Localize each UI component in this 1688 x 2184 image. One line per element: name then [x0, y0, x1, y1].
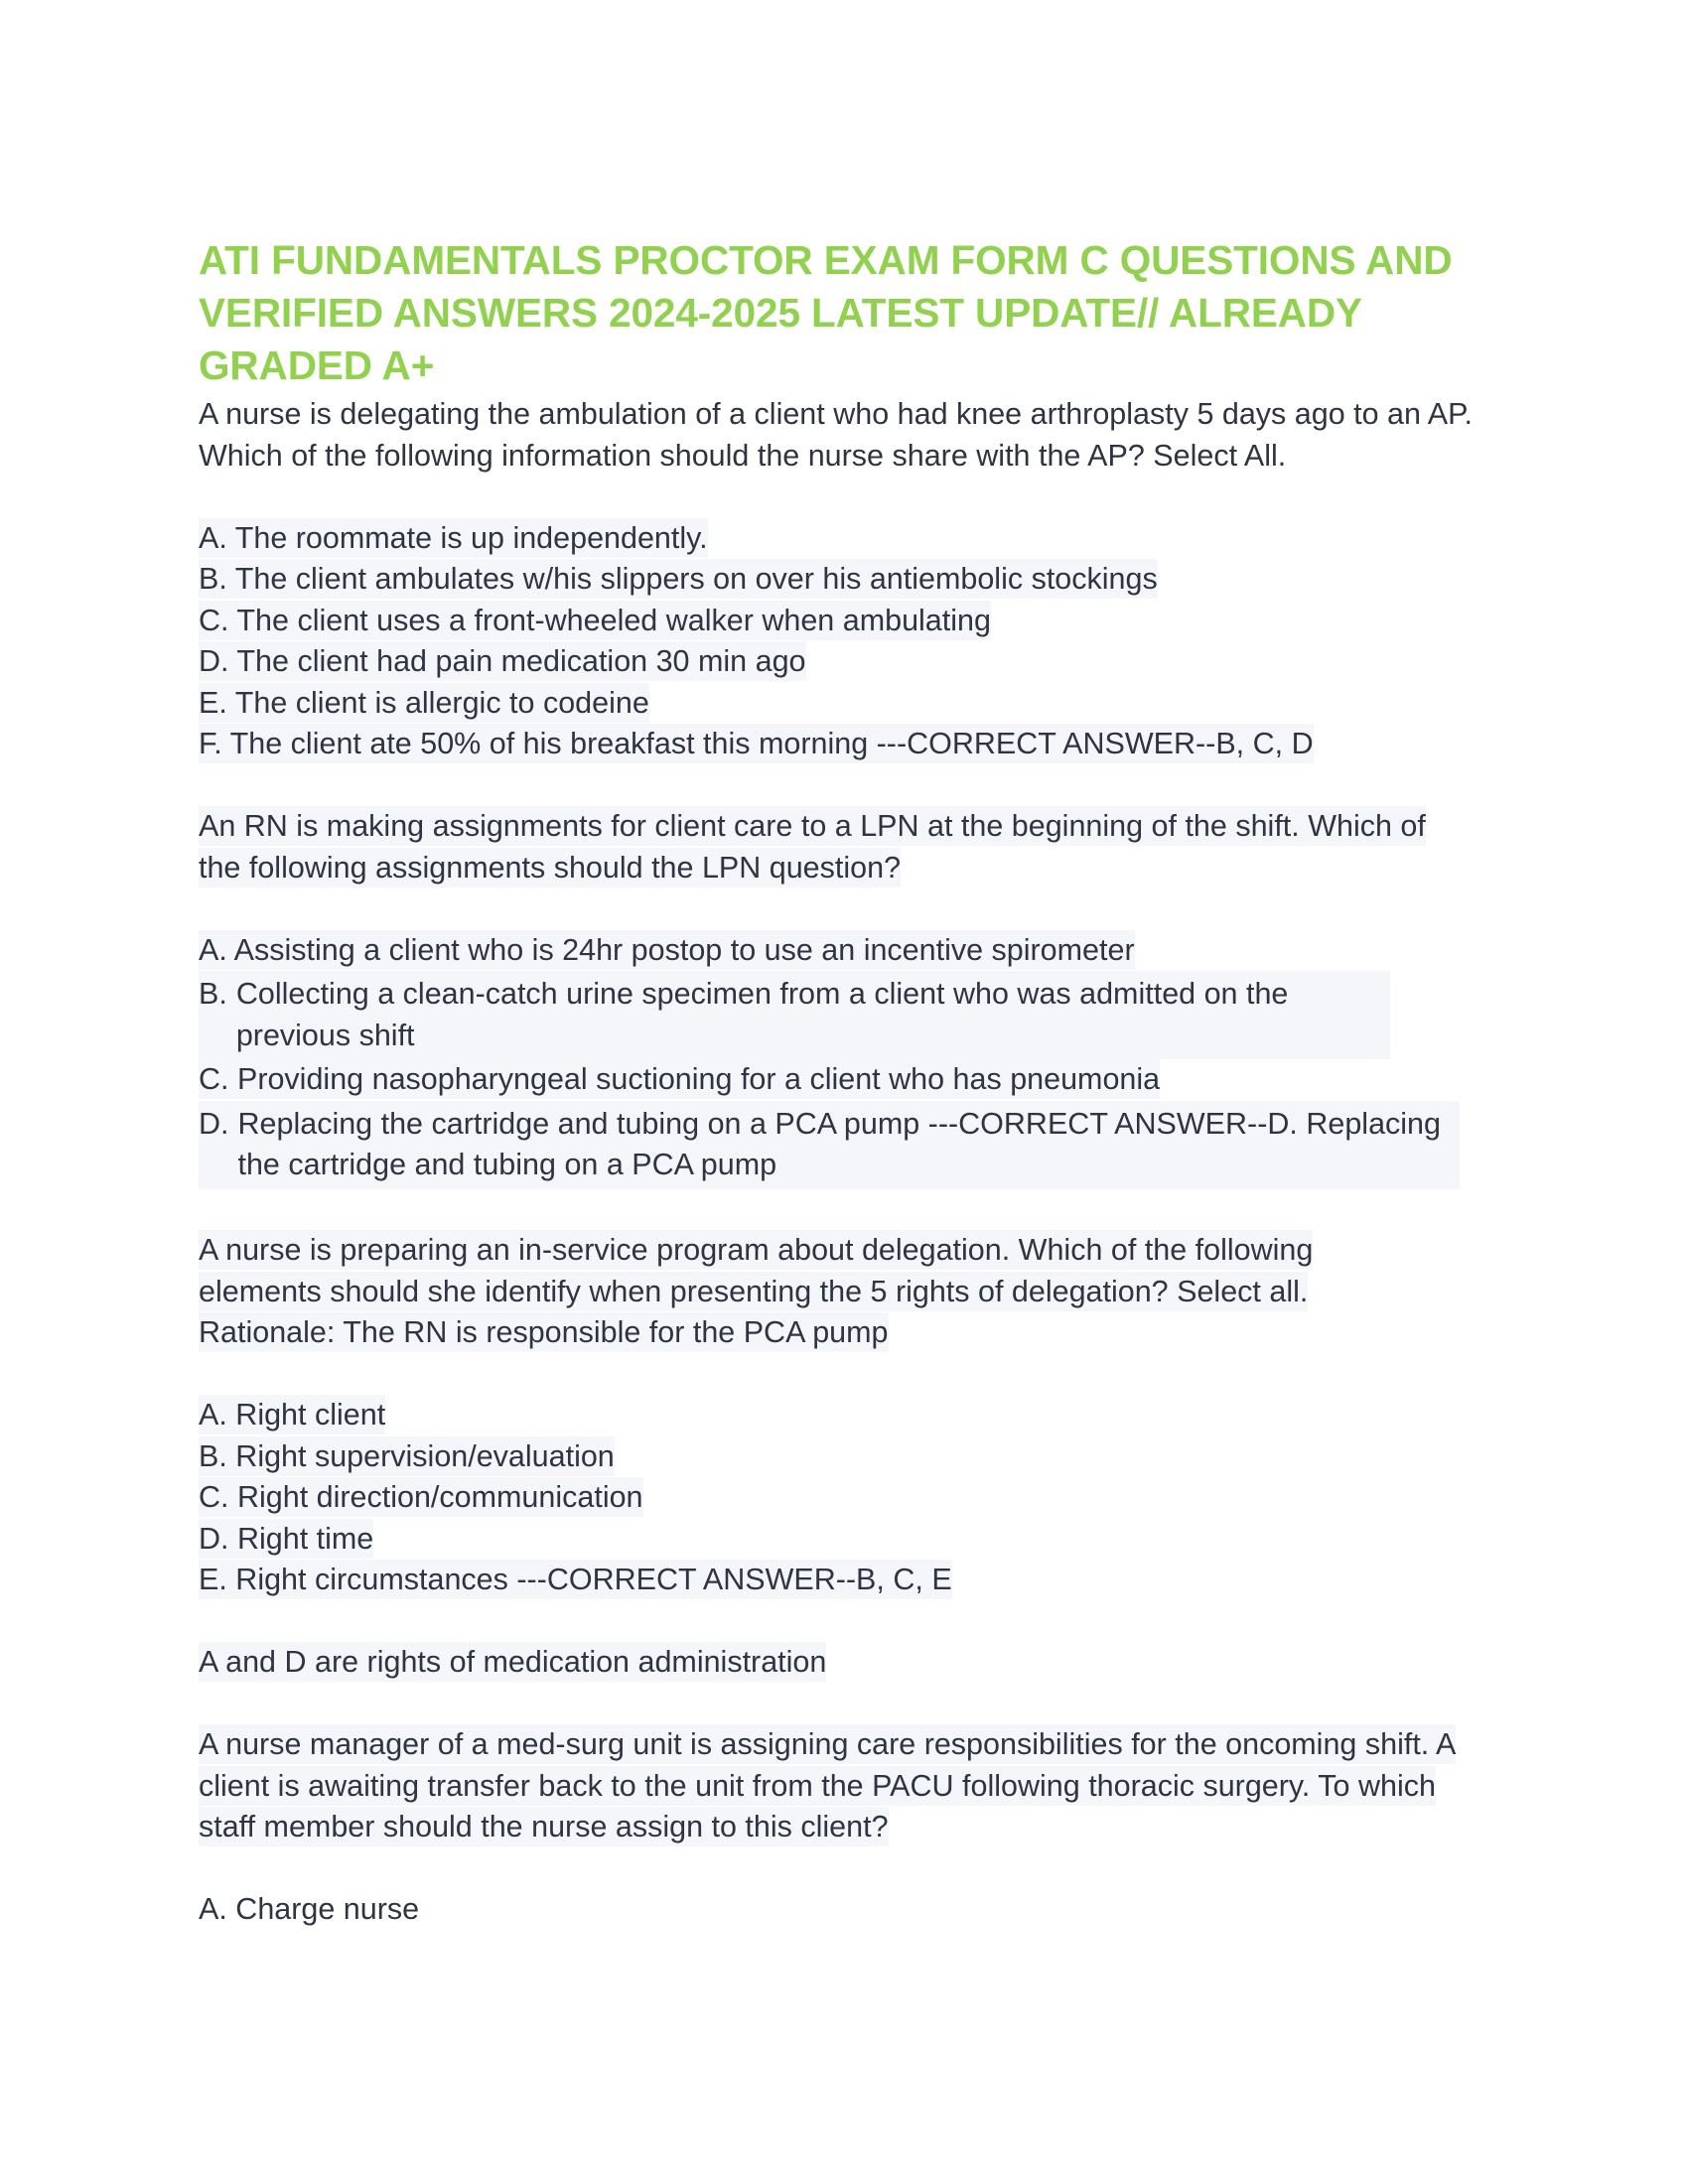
option-list	[199, 930, 1489, 1189]
option-item: A. Assisting a client who is 24hr postop to use an incentive spirometer	[199, 930, 1135, 970]
option-item: A. The roommate is up independently.	[199, 518, 708, 558]
question-4	[199, 1724, 1489, 1931]
option-list	[199, 1889, 1489, 1931]
option-item-answer: E. Right circumstances ---CORRECT ANSWER--B, C, E	[199, 1560, 952, 1599]
option-letter: D.	[199, 1101, 229, 1189]
option-item: C. Providing nasopharyngeal suctioning for a client who has pneumonia	[199, 1059, 1160, 1099]
document-page	[199, 234, 1489, 1931]
document-body	[199, 394, 1489, 1931]
option-item: B. The client ambulates w/his slippers on over his antiembolic stockings	[199, 559, 1158, 599]
option-item: C. The client uses a front-wheeled walker when ambulating	[199, 601, 991, 640]
question-3	[199, 1230, 1489, 1684]
option-item: D. Right time	[199, 1519, 373, 1559]
option-list	[199, 518, 1489, 765]
document-title: ATI FUNDAMENTALS PROCTOR EXAM FORM C QUESTIONS AND VERIFIED ANSWERS 2024-2025 LATEST UPDATE// ALREADY GRADED A+	[199, 237, 1453, 388]
option-list	[199, 1395, 1489, 1601]
option-item: E. The client is allergic to codeine	[199, 683, 649, 723]
option-letter: B.	[199, 971, 227, 1059]
option-item: A. Right client	[199, 1395, 385, 1434]
question-2	[199, 806, 1489, 1189]
question-1	[199, 394, 1489, 765]
question-stem: A nurse is delegating the ambulation of a client who had knee arthroplasty 5 days ago to an AP. Which of the following information should the nurse share with the AP? Select All.	[199, 397, 1473, 473]
question-stem: A nurse manager of a med-surg unit is assigning care responsibilities for the oncoming shift. A client is awaiting transfer back to the unit from the PACU following thoracic surgery. To which staff member should the nurse assign to this client?	[199, 1724, 1456, 1846]
option-item: A. Charge nurse	[199, 1892, 420, 1926]
option-item: Collecting a clean-catch urine specimen from a client who was admitted on the previous shift	[227, 971, 1390, 1059]
question-stem: An RN is making assignments for client care to a LPN at the beginning of the shift. Which of the following assignments should the LPN question?	[199, 806, 1426, 887]
option-item-answer: Replacing the cartridge and tubing on a PCA pump ---CORRECT ANSWER--D. Replacing the cartridge and tubing on a PCA pump	[229, 1101, 1461, 1189]
option-item: B. Right supervision/evaluation	[199, 1436, 615, 1476]
option-item: C. Right direction/communication	[199, 1477, 643, 1517]
question-stem: A nurse is preparing an in-service program about delegation. Which of the following elements should she identify when presenting the 5 rights of delegation? Select all. Rationale: The RN is responsible for the PCA pump	[199, 1230, 1313, 1352]
rationale-note: A and D are rights of medication administration	[199, 1642, 826, 1682]
option-item: D. The client had pain medication 30 min ago	[199, 641, 806, 681]
option-item-answer: F. The client ate 50% of his breakfast this morning ---CORRECT ANSWER--B, C, D	[199, 724, 1314, 763]
